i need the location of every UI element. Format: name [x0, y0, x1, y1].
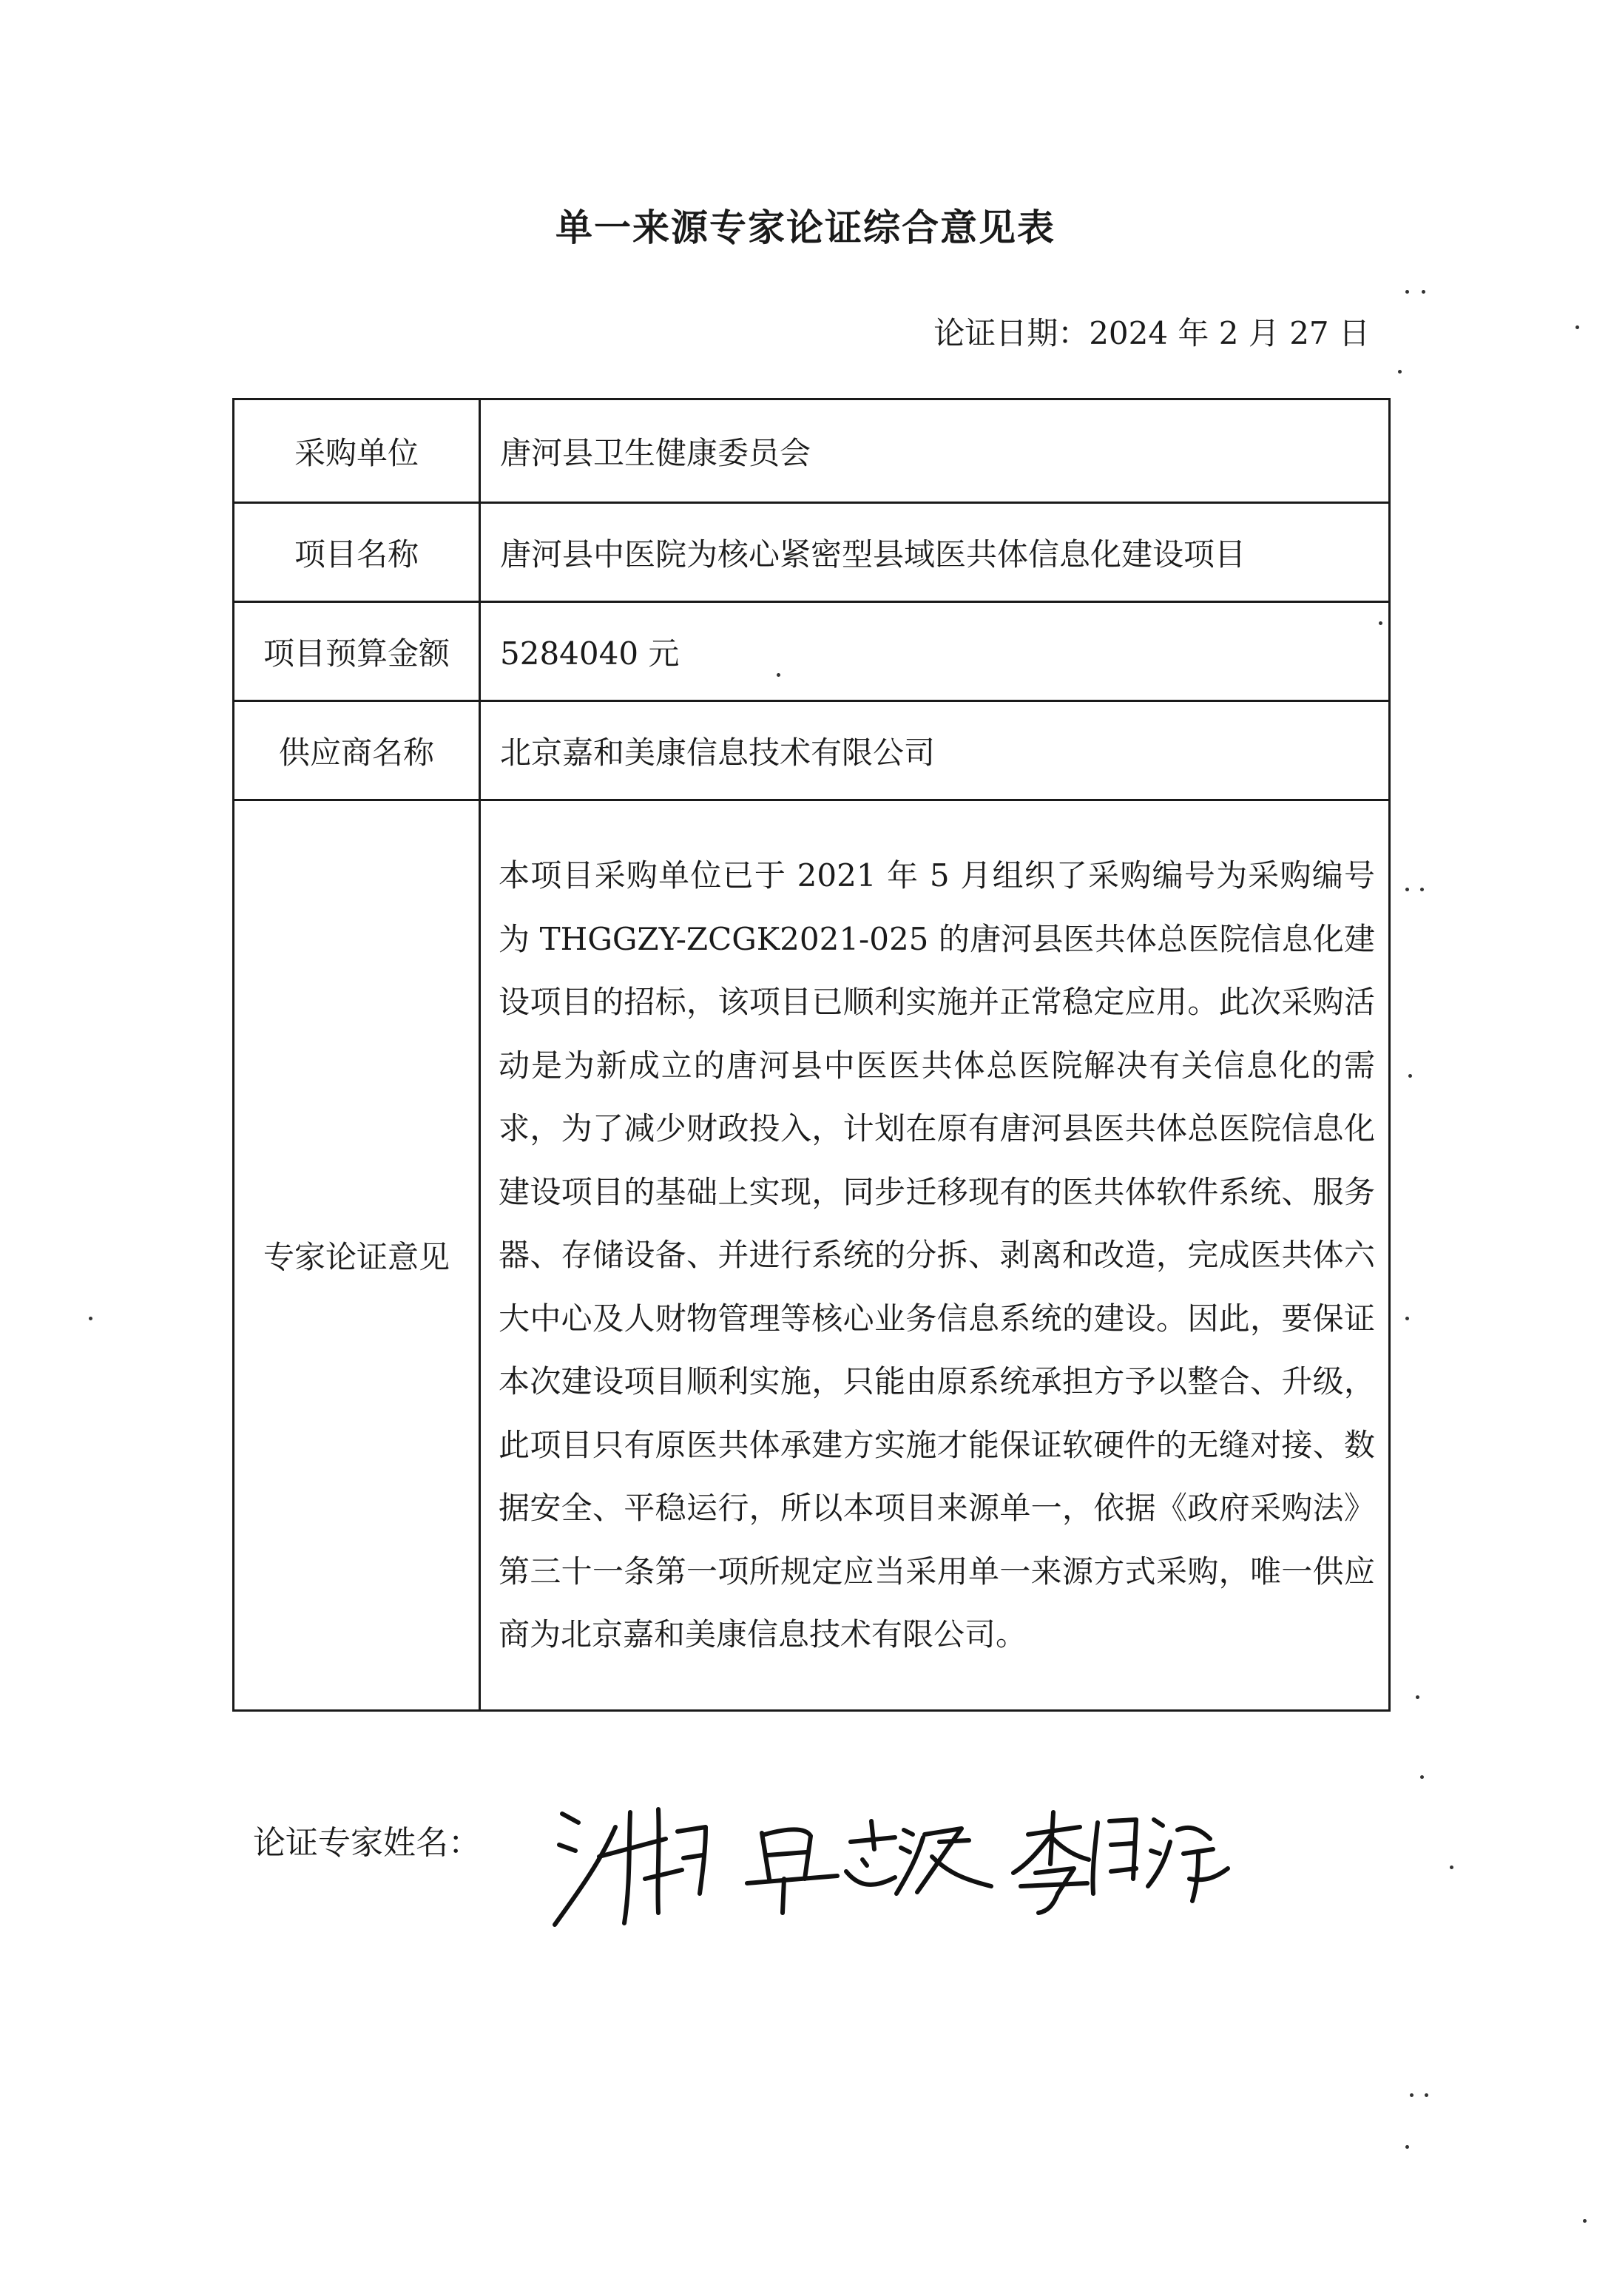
- opinion-form-table: [232, 398, 1391, 1712]
- table-row: [234, 800, 1390, 1711]
- scan-speck: [1405, 888, 1409, 891]
- expert-opinion-text: 本项目采购单位已于 2021 年 5 月组织了采购编号为采购编号为 THGGZY-ZCGK2021-025 的唐河县医共体总医院信息化建设项目的招标，该项目已顺利实施并正常稳定应用。此次采购活动是为新成立的唐河县中医医共体总医院解决有关信息化的需求，为了减少财政投入，计划在原有唐河县医共体总医院信息化建设项目的基础上实现，同步迁移现有的医共体软件系统、服务器、存储设备、并进行系统的分拆、剥离和改造，完成医共体六大中心及人财物管理等核心业务信息系统的建设。因此，要保证本次建设项目顺利实施，只能由原系统承担方予以整合、升级，此项目只有原医共体承建方实施才能保证软硬件的无缝对接、数据安全、平稳运行，所以本项目来源单一，依据《政府采购法》第三十一条第一项所规定应当采用单一来源方式采购，唯一供应商为北京嘉和美康信息技术有限公司。: [499, 857, 1375, 1653]
- signature-1: [555, 1809, 706, 1925]
- table-row: [234, 399, 1390, 503]
- scan-speck: [1420, 888, 1424, 891]
- scan-speck: [1416, 1695, 1419, 1699]
- budget-value: 5284040 元: [480, 602, 1390, 701]
- expert-names-label: 论证专家姓名：: [253, 1824, 481, 1862]
- scan-speck: [1422, 290, 1425, 294]
- scan-speck: [1379, 621, 1382, 625]
- page-title: 单一来源专家论证综合意见表: [555, 206, 1056, 249]
- scan-speck: [89, 1317, 92, 1320]
- handwritten-signatures: [547, 1768, 1257, 1938]
- purchaser-value: 唐河县卫生健康委员会: [480, 399, 1390, 503]
- scan-speck: [1450, 1866, 1453, 1869]
- scan-speck: [1405, 2145, 1409, 2149]
- scan-speck: [1405, 290, 1409, 294]
- scan-speck: [1425, 2093, 1428, 2097]
- signature-3: [1013, 1812, 1228, 1913]
- supplier-value: 北京嘉和美康信息技术有限公司: [480, 701, 1390, 800]
- expert-opinion-cell: [480, 800, 1390, 1711]
- scan-speck: [1420, 1775, 1424, 1779]
- scan-speck: [1583, 2219, 1587, 2223]
- scan-speck: [1398, 370, 1402, 374]
- demonstration-date: 论证日期：2024 年 2 月 27 日: [933, 315, 1370, 351]
- scan-speck: [1408, 1074, 1412, 1078]
- signature-2: [747, 1821, 991, 1913]
- scan-speck: [1405, 1317, 1409, 1320]
- supplier-label: 供应商名称: [234, 701, 480, 800]
- scan-speck: [1410, 2093, 1414, 2097]
- project-name-value: 唐河县中医院为核心紧密型县域医共体信息化建设项目: [480, 503, 1390, 602]
- scan-speck: [1575, 325, 1579, 329]
- purchaser-label: 采购单位: [234, 399, 480, 503]
- table-row: [234, 701, 1390, 800]
- budget-label: 项目预算金额: [234, 602, 480, 701]
- table-row: [234, 602, 1390, 701]
- expert-opinion-label: 专家论证意见: [234, 800, 480, 1711]
- table-row: [234, 503, 1390, 602]
- scan-speck: [777, 673, 780, 677]
- project-name-label: 项目名称: [234, 503, 480, 602]
